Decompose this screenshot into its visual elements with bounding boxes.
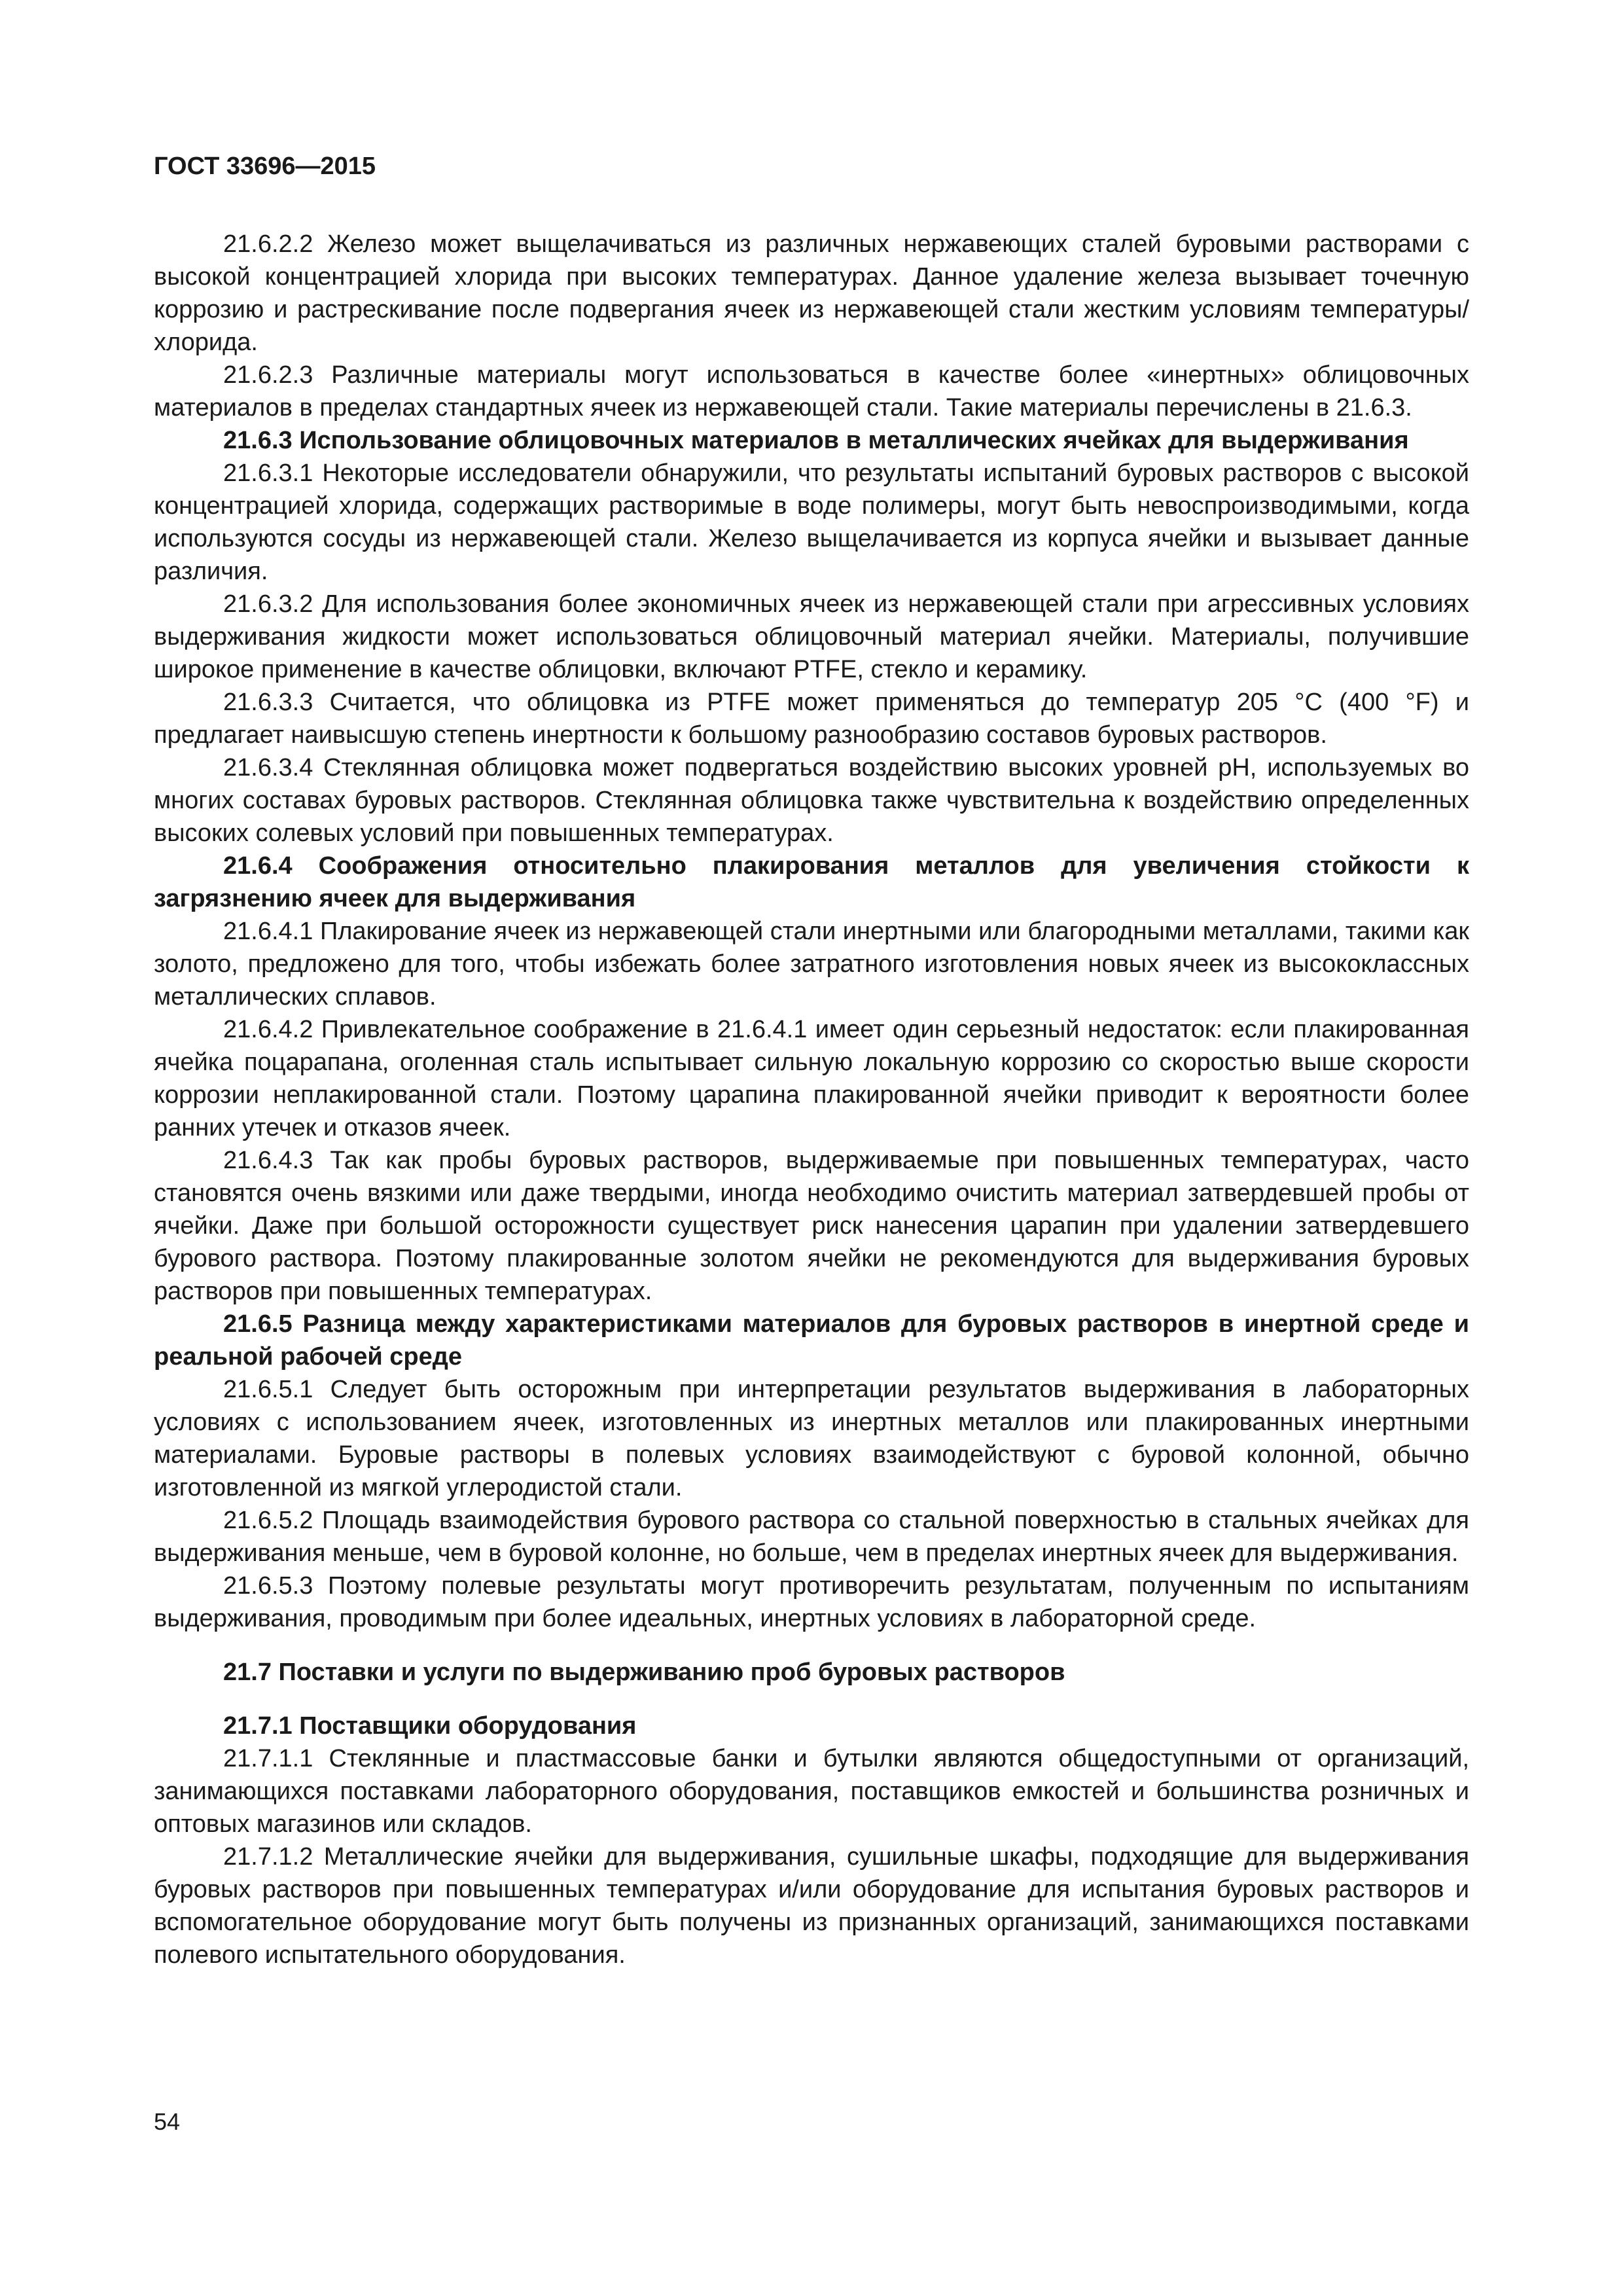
paragraph-21-6-3-1: 21.6.3.1 Некоторые исследователи обнаружили, что результаты испытаний буровых растворов с высокой концентрацией хлорида, содержащих растворимые в воде полимеры, могут быть невоспроизводимыми, когда используются сосуды из нержавеющей стали. Железо выщелачивается из корпуса ячейки и вызывает данные различия. (154, 459, 1469, 585)
paragraph-21-6-2-3: 21.6.2.3 Различные материалы могут использоваться в качестве более «инертных» облицовочных материалов в пределах стандартных ячеек из нержавеющей стали. Такие материалы перечислены в 21.6.3. (154, 361, 1469, 422)
paragraph-21-7-1-1: 21.7.1.1 Стеклянные и пластмассовые банки и бутылки являются общедоступными от организаций, занимающихся поставками лабораторного оборудования, поставщиков емкостей и большинства розничных и оптовых магазинов или складов. (154, 1745, 1469, 1838)
paragraph-21-6-4-1: 21.6.4.1 Плакирование ячеек из нержавеющей стали инертными или благородными металлами, такими как золото, предложено для того, чтобы избежать более затратного изготовления новых ячеек из высококлассных металлических сплавов. (154, 918, 1469, 1011)
page-number: 54 (154, 2108, 181, 2135)
paragraph-21-6-2-2: 21.6.2.2 Железо может выщелачиваться из различных нержавеющих сталей буровыми растворами с высокой концентрацией хлорида при высоких температурах. Данное удаление железа вызывает точечную коррозию и растрескивание после подвергания ячеек из нержавеющей стали жестким условиям температуры/хлорида. (154, 230, 1469, 356)
section-heading-21-7-1: 21.7.1 Поставщики оборудования (223, 1712, 637, 1740)
paragraph-21-6-3-4: 21.6.3.4 Стеклянная облицовка может подвергаться воздействию высоких уровней pH, используемых во многих составах буровых растворов. Стеклянная облицовка также чувствительна к воздействию определенных высоких солевых условий при повышенных температурах. (154, 754, 1469, 847)
document-body (154, 228, 1469, 1971)
section-heading-21-6-4: 21.6.4 Соображения относительно плакирования металлов для увеличения стойкости к загрязнению ячеек для выдерживания (154, 852, 1469, 912)
paragraph-21-6-5-2: 21.6.5.2 Площадь взаимодействия бурового раствора со стальной поверхностью в стальных ячейках для выдерживания меньше, чем в буровой колонне, но больше, чем в пределах инертных ячеек для выдерживания. (154, 1507, 1469, 1567)
section-heading-21-6-3: 21.6.3 Использование облицовочных материалов в металлических ячейках для выдерживания (223, 427, 1409, 454)
paragraph-21-6-3-2: 21.6.3.2 Для использования более экономичных ячеек из нержавеющей стали при агрессивных условиях выдерживания жидкости может использоваться облицовочный материал ячейки. Материалы, получившие широкое применение в качестве облицовки, включают PTFE, стекло и керамику. (154, 590, 1469, 683)
section-heading-21-7: 21.7 Поставки и услуги по выдерживанию проб буровых растворов (223, 1659, 1065, 1686)
paragraph-21-6-3-3: 21.6.3.3 Считается, что облицовка из PTFE может применяться до температур 205 °C (400 °F) и предлагает наивысшую степень инертности к большому разнообразию составов буровых растворов. (154, 689, 1469, 749)
document-code-header: ГОСТ 33696—2015 (154, 152, 376, 180)
paragraph-21-6-5-3: 21.6.5.3 Поэтому полевые результаты могут противоречить результатам, полученным по испытаниям выдерживания, проводимым при более идеальных, инертных условиях в лабораторной среде. (154, 1572, 1469, 1632)
paragraph-21-7-1-2: 21.7.1.2 Металлические ячейки для выдерживания, сушильные шкафы, подходящие для выдерживания буровых растворов при повышенных температурах и/или оборудование для испытания буровых растворов и вспомогательное оборудование могут быть получены из признанных организаций, занимающихся поставками полевого испытательного оборудования. (154, 1843, 1469, 1969)
paragraph-21-6-4-2: 21.6.4.2 Привлекательное соображение в 21.6.4.1 имеет один серьезный недостаток: если плакированная ячейка поцарапана, оголенная сталь испытывает сильную локальную коррозию со скоростью выше скорости коррозии неплакированной стали. Поэтому царапина плакированной ячейки приводит к вероятности более ранних утечек и отказов ячеек. (154, 1016, 1469, 1141)
paragraph-21-6-5-1: 21.6.5.1 Следует быть осторожным при интерпретации результатов выдерживания в лабораторных условиях с использованием ячеек, изготовленных из инертных металлов или плакированных инертными материалами. Буровые растворы в полевых условиях взаимодействуют с буровой колонной, обычно изготовленной из мягкой углеродистой стали. (154, 1376, 1469, 1501)
section-heading-21-6-5: 21.6.5 Разница между характеристиками материалов для буровых растворов в инертной среде и реальной рабочей среде (154, 1310, 1469, 1371)
paragraph-21-6-4-3: 21.6.4.3 Так как пробы буровых растворов, выдерживаемые при повышенных температурах, часто становятся очень вязкими или даже твердыми, иногда необходимо очистить материал затвердевшей пробы от ячейки. Даже при большой осторожности существует риск нанесения царапин при удалении затвердевшего бурового раствора. Поэтому плакированные золотом ячейки не рекомендуются для выдерживания буровых растворов при повышенных температурах. (154, 1147, 1469, 1305)
